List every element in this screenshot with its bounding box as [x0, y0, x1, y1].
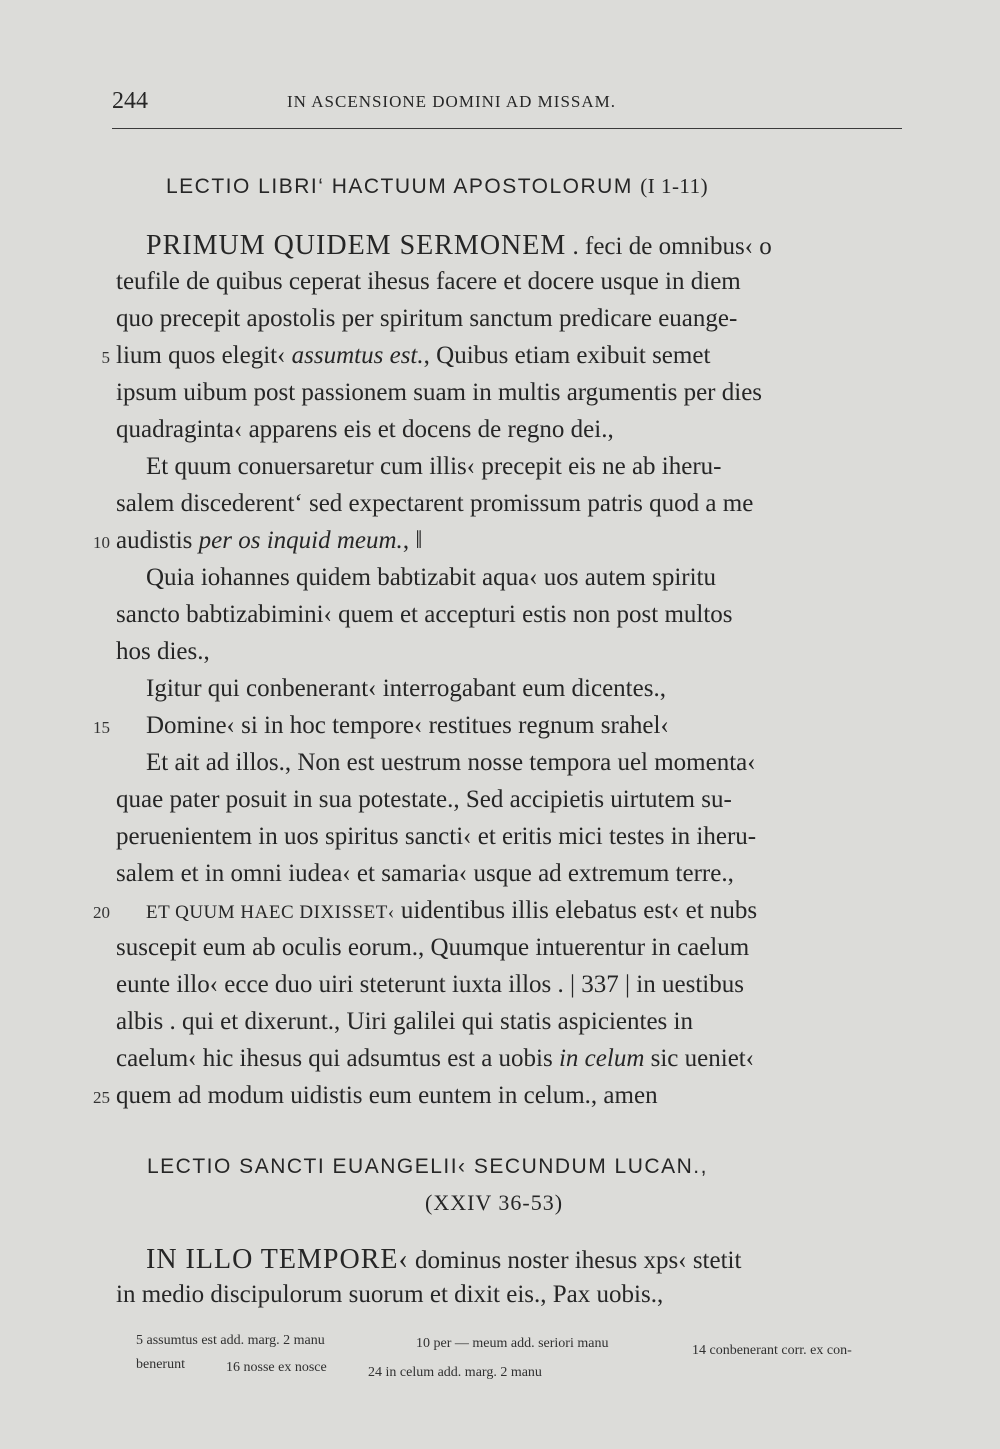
- text-span: , Quibus etiam exibuit semet: [423, 342, 711, 369]
- small-caps-text: ET QUUM HAEC DIXISSET‹: [146, 902, 395, 923]
- footnote: 16 nosse ex nosce: [226, 1360, 327, 1375]
- italic-text: in celum: [558, 1045, 645, 1072]
- text-line: quae pater posuit in sua potestate., Sed accipietis uirtutem su-: [116, 786, 732, 813]
- line-number: 25: [93, 1088, 110, 1107]
- text-line: salem discederent‘ sed expectarent promissum patris quod a me: [116, 490, 754, 517]
- text-line: [146, 230, 906, 262]
- line-number: 10: [93, 533, 110, 552]
- text-line: salem et in omni iudea‹ et samaria‹ usque ad extremum terre.,: [116, 860, 734, 887]
- page-number: 244: [112, 88, 148, 114]
- text-line: [146, 897, 906, 925]
- heading-reference: (I 1-11): [640, 174, 709, 198]
- text-line: Quia iohannes quidem babtizabit aqua‹ uos autem spiritu: [146, 564, 716, 591]
- text-line: albis . qui et dixerunt., Uiri galilei qui statis aspicientes in: [116, 1008, 693, 1035]
- italic-text: assumtus est.: [291, 342, 424, 369]
- footnote: 5 assumtus est add. marg. 2 manu: [136, 1333, 325, 1348]
- line-number: 20: [93, 903, 110, 922]
- text-line: [116, 527, 906, 555]
- text-span: , ‖: [402, 527, 423, 554]
- section-heading-acts: [166, 174, 708, 199]
- initial-caps: IN ILLO TEMPORE‹: [146, 1244, 409, 1275]
- text-line: Et quum conuersaretur cum illis‹ precepit eis ne ab iheru-: [146, 453, 722, 480]
- text-line: [116, 342, 906, 370]
- text-line: [146, 1244, 906, 1276]
- running-head: [112, 88, 902, 129]
- running-title: IN ASCENSIONE DOMINI AD MISSAM.: [287, 92, 616, 111]
- footnote: 14 conbenerant corr. ex con-: [692, 1343, 852, 1358]
- initial-caps: PRIMUM QUIDEM SERMONEM: [146, 230, 567, 261]
- text-line: quo precepit apostolis per spiritum sanctum predicare euange-: [116, 305, 738, 332]
- line-number: 5: [101, 348, 110, 367]
- footnote: 24 in celum add. marg. 2 manu: [368, 1365, 542, 1380]
- text-line: Igitur qui conbenerant‹ interrogabant eum dicentes.,: [146, 675, 666, 702]
- italic-text: per os inquid meum.: [198, 527, 403, 554]
- line-number: 15: [93, 718, 110, 737]
- section-heading-gospel: LECTIO SANCTI EUANGELII‹ SECUNDUM LUCAN.,: [147, 1155, 708, 1178]
- text-line: sancto babtizabimini‹ quem et accepturi estis non post multos: [116, 601, 733, 628]
- footnote: benerunt: [136, 1357, 185, 1372]
- text-span: caelum‹ hic ihesus qui adsumtus est a uobis: [116, 1045, 559, 1072]
- footnote: 10 per — meum add. seriori manu: [416, 1336, 609, 1351]
- text-line: in medio discipulorum suorum et dixit eis., Pax uobis.,: [116, 1281, 664, 1308]
- text-line: quadraginta‹ apparens eis et docens de regno dei.,: [116, 416, 614, 443]
- text-line: [116, 1045, 906, 1073]
- text-line: quem ad modum uidistis eum euntem in celum., amen: [116, 1082, 658, 1109]
- text-line: hos dies.,: [116, 638, 210, 665]
- text-span: audistis: [116, 527, 199, 554]
- heading-reference: (XXIV 36-53): [425, 1190, 564, 1215]
- text-span: uidentibus illis elebatus est‹ et nubs: [394, 897, 758, 924]
- text-span: lium quos elegit‹: [116, 342, 292, 369]
- text-line: teufile de quibus ceperat ihesus facere et docere usque in diem: [116, 268, 741, 295]
- text-line: suscepit eum ab oculis eorum., Quumque intuerentur in caelum: [116, 934, 750, 961]
- heading-title: LECTIO LIBRI‘ HACTUUM APOSTOLORUM: [166, 175, 633, 198]
- text-line: ipsum uibum post passionem suam in multis argumentis per dies: [116, 379, 763, 406]
- text-span: dominus noster ihesus xps‹ stetit: [408, 1247, 742, 1274]
- text-line: Et ait ad illos., Non est uestrum nosse tempora uel momenta‹: [146, 749, 756, 776]
- text-line: eunte illo‹ ecce duo uiri steterunt iuxta illos . | 337 | in uestibus: [116, 971, 744, 998]
- text-line: peruenientem in uos spiritus sancti‹ et eritis mici testes in iheru-: [116, 823, 757, 850]
- text-span: . feci de omnibus‹ o: [572, 233, 772, 260]
- text-span: sic ueniet‹: [644, 1045, 755, 1072]
- text-line: Domine‹ si in hoc tempore‹ restitues regnum srahel‹: [146, 712, 669, 739]
